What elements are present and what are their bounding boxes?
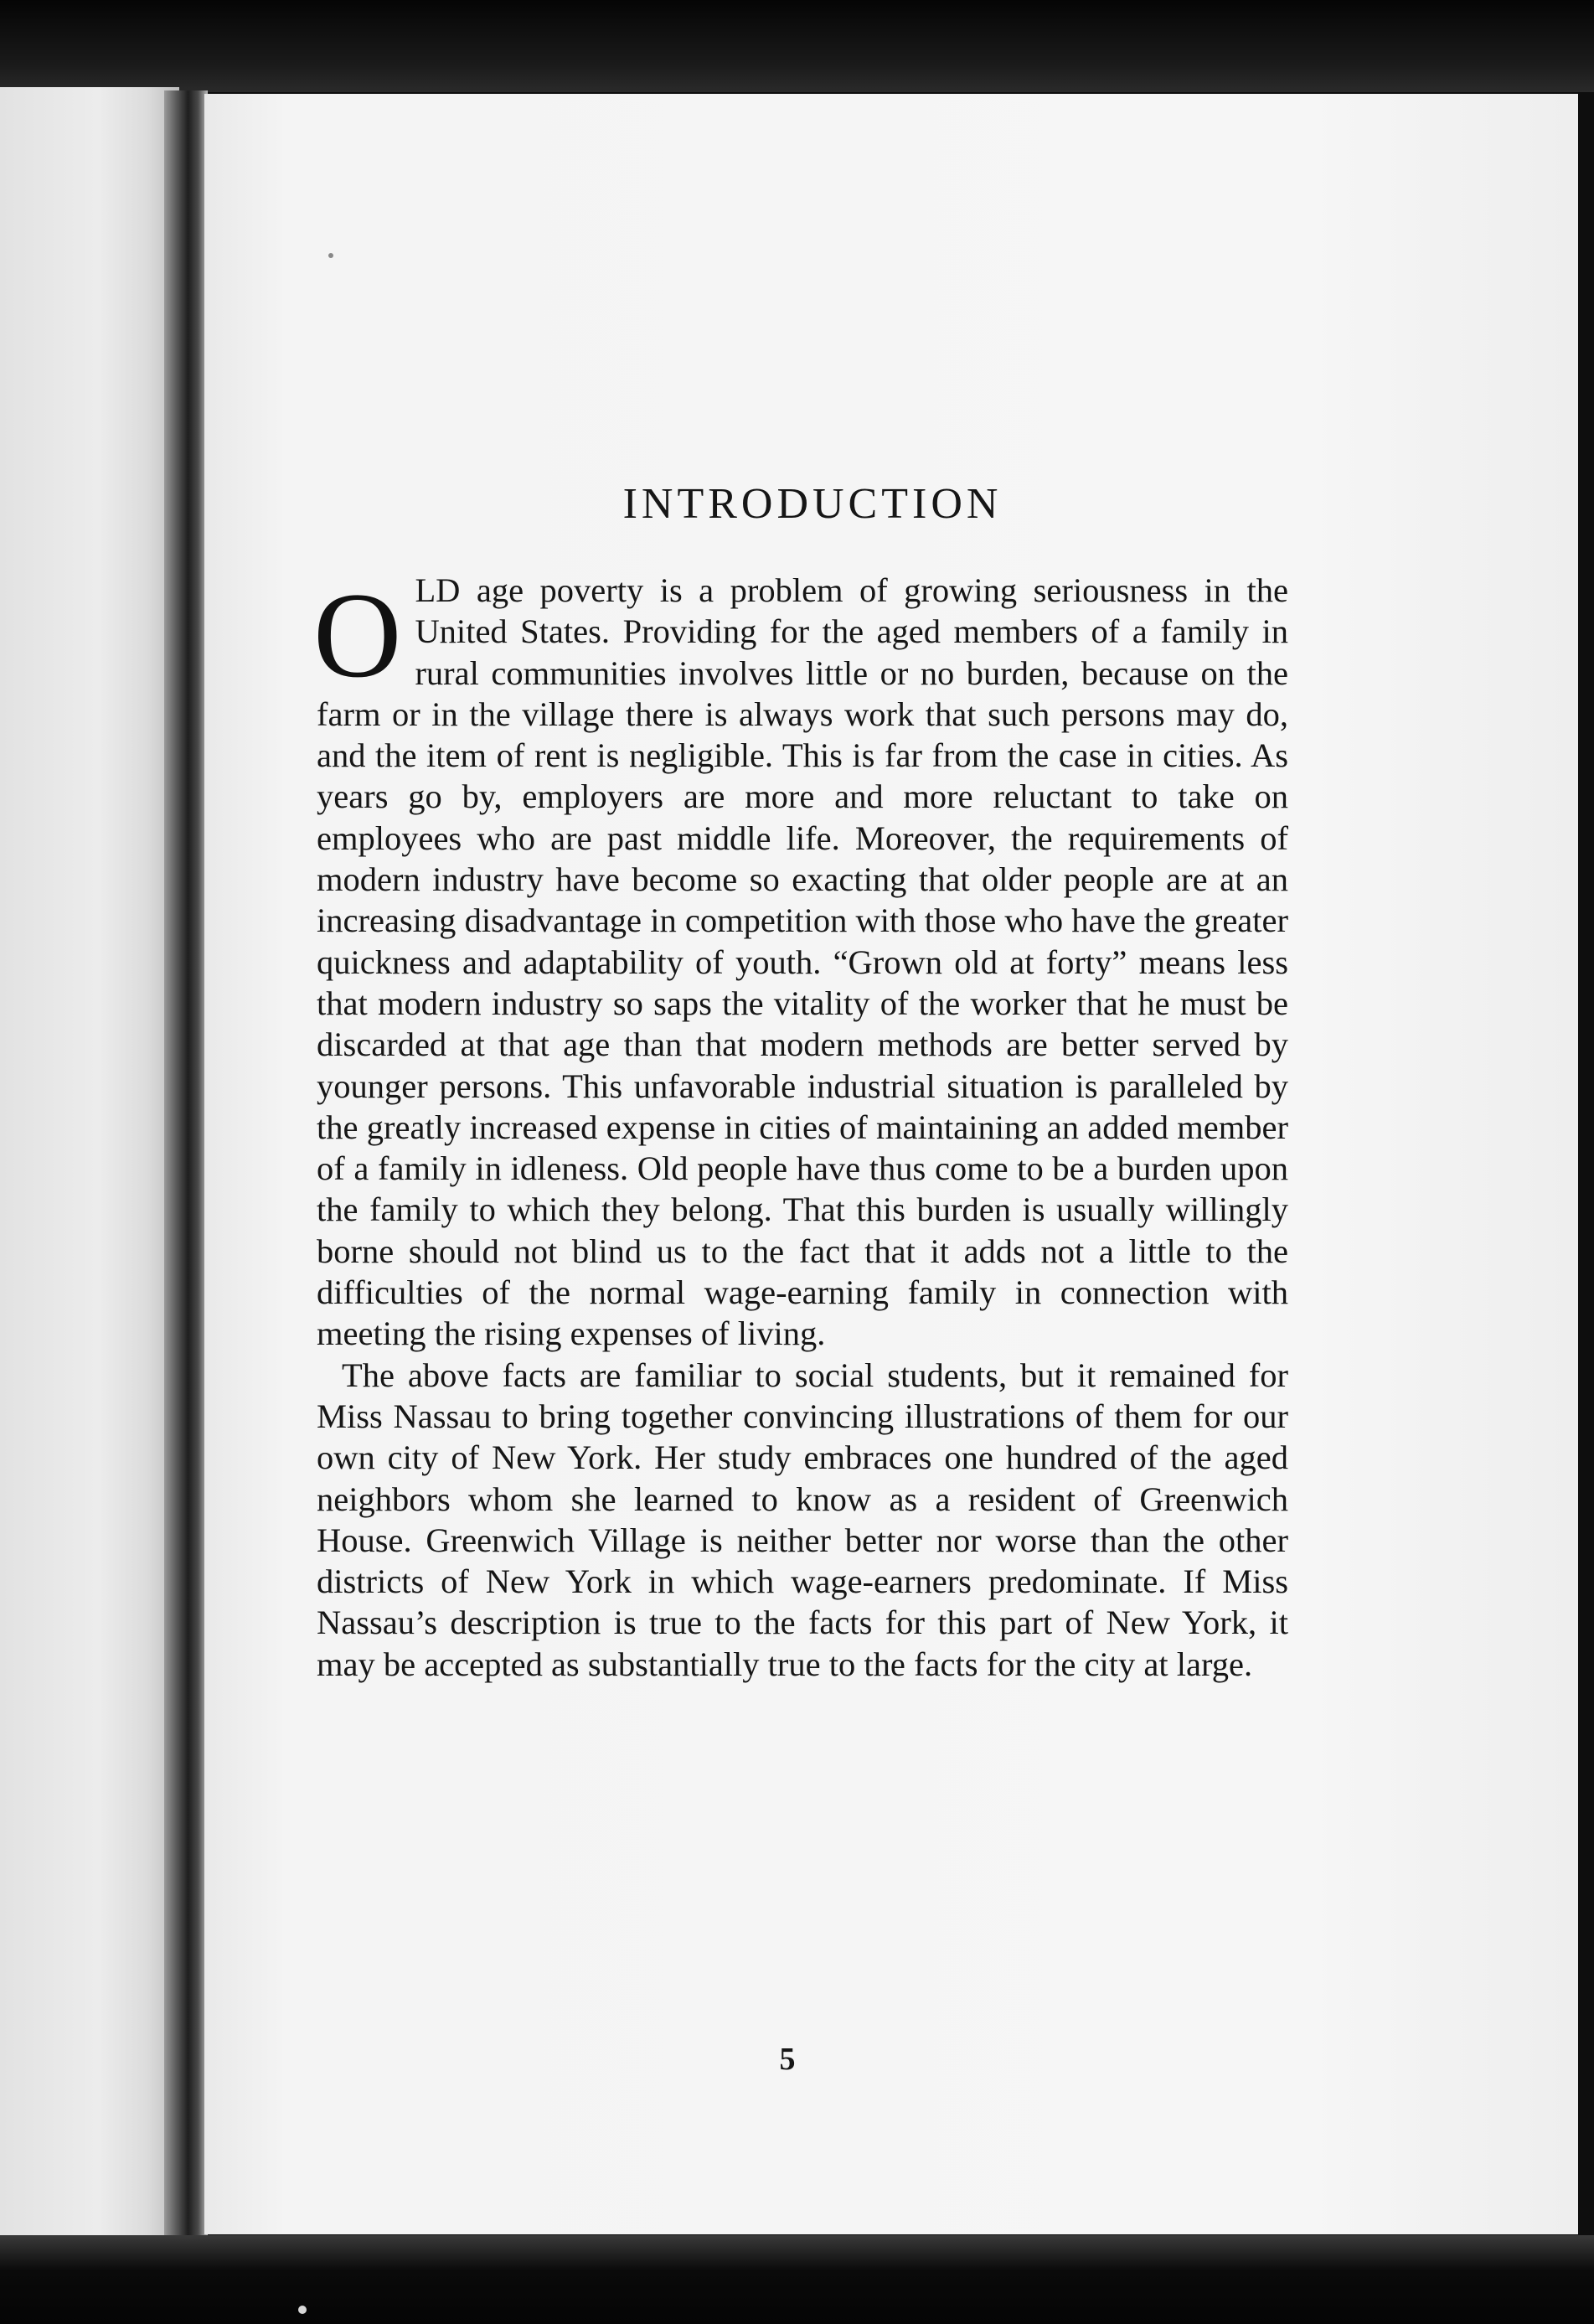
drop-cap: O (313, 567, 402, 703)
page-number: 5 (779, 2042, 796, 2077)
body-text (313, 567, 1288, 1685)
dust-speck (298, 2306, 307, 2314)
top-shadow (0, 0, 1594, 92)
dust-speck (328, 253, 333, 258)
paragraph-text: LD age poverty is a problem of growing seriousness in the United States. Providing for the aged members of a family in rural communities involves little or no burden, because on the farm or in the village there is always work that such persons may do, and the item of rent is negligible. This is far from the case in cities. As years go by, employers are more and more reluctant to take on employees who are past middle life. Moreover, the requirements of modern industry have become so exacting that older people are at an increasing disadvantage in competition with those who have the greater quickness and adaptability of youth. “Grown old at forty” means less that modern industry so saps the vitality of the worker that he must be discarded at that age than that modern methods are better served by younger persons. This unfavorable industrial situation is paralleled by the greatly increased expense in cities of maintaining an added member of a family in idleness. Old people have thus come to be a burden upon the family to which they belong. That this burden is usually willingly borne should not blind us to the fact that it adds not a little to the difficulties of the normal wage-earning family in connection with meeting the rising expenses of living. (317, 571, 1288, 1353)
paragraph: The above facts are familiar to social students, but it remained for Miss Nassau to bring together convincing illustrations of them for our own city of New York. Her study embraces one hundred of the aged neighbors whom she learned to know as a resident of Greenwich House. Greenwich Village is neither better nor worse than the other districts of New York in which wage-earners predominate. If Miss Nassau’s description is true to the facts for this part of New York, it may be accepted as substantially true to the facts for the city at large. (317, 1356, 1288, 1683)
book-gutter (164, 90, 208, 2235)
chapter-heading: INTRODUCTION (622, 480, 1003, 528)
paragraph (313, 567, 1288, 1355)
left-page-edge (0, 87, 179, 2240)
bottom-shadow (0, 2235, 1594, 2324)
